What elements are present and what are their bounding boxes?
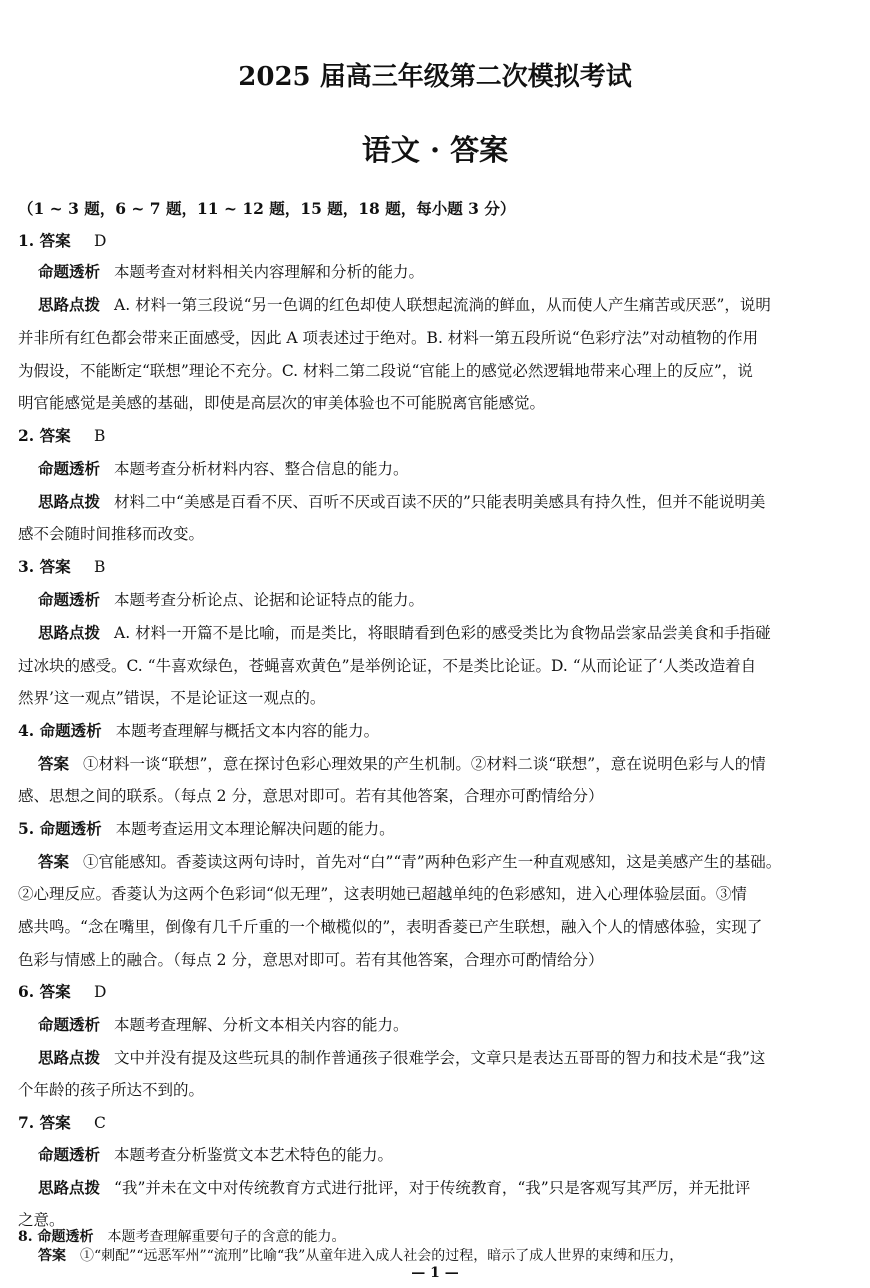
q1-tips-line-2: 并非所有红色都会带来正面感受，因此 A 项表述过于绝对。B. 材料一第五段所说“色彩疗法”对动植物的作用: [18, 329, 759, 347]
q4-answer-line-1: [38, 752, 766, 774]
q5-answer-line-3: 感共鸣。“念在嘴里，倒像有几千斤重的一个橄榄似的”，表明香菱已产生联想，融入个人的情感体验，实现了: [18, 918, 763, 936]
q2-analysis: [38, 457, 409, 479]
q2-tips-line-1: [38, 490, 765, 512]
q3-tips-line-2: 过冰块的感受。C. “牛喜欢绿色，苍蝇喜欢黄色”是举例论证，不是类比论证。D. “从而论证了‘人类改造着自: [18, 657, 757, 675]
q1-tips-label: 思路点拨: [38, 295, 101, 314]
q2-analysis-label: 命题透析: [38, 459, 101, 478]
q2-tips-line-2: 感不会随时间推移而改变。: [18, 525, 205, 543]
q2-number: 2.: [18, 426, 35, 445]
q1-tips-line-1: [38, 293, 771, 315]
q8-answer-label: 答案: [38, 1248, 66, 1264]
q5-answer-line-2: ②心理反应。香菱认为这两个色彩词“似无理”，这表明她已超越单纯的色彩感知，进入心理体验层面。③情: [18, 885, 747, 903]
q2-answer-label: 答案: [39, 426, 71, 445]
q6-tips-line-1: [38, 1046, 765, 1068]
q5-answer-line-1: [38, 850, 781, 872]
q3-analysis-text: 本题考查分析论点、论据和论证特点的能力。: [114, 591, 425, 609]
q8-answer-text-1: ①“刺配”“远恶军州”“流刑”比喻“我”从童年进入成人社会的过程，暗示了成人世界的束缚和压力，: [80, 1248, 684, 1264]
q8-analysis-label: 命题透析: [37, 1229, 94, 1245]
q2-tips-label: 思路点拨: [38, 492, 101, 511]
q6-tips-line-2: 个年龄的孩子所达不到的。: [18, 1081, 205, 1099]
q8-number: 8.: [18, 1229, 33, 1245]
q2-header: [18, 424, 105, 446]
exam-title: 2025 届高三年级第二次模拟考试: [238, 62, 632, 92]
q1-number: 1.: [18, 231, 35, 250]
q1-tips-text-1: A. 材料一第三段说“另一色调的红色却使人联想起流淌的鲜血，从而使人产生痛苦或厌恶”，说明: [114, 296, 771, 314]
q5-answer-label: 答案: [38, 852, 70, 871]
q4-answer-line-2: 感、思想之间的联系。（每点 2 分，意思对即可。若有其他答案，合理亦可酌情给分）: [18, 787, 604, 805]
q5-header: [18, 817, 395, 839]
q4-header: [18, 719, 379, 741]
q8-header: [18, 1226, 346, 1246]
q7-answer-value: C: [94, 1114, 106, 1132]
q4-answer-text-1: ①材料一谈“联想”，意在探讨色彩心理效果的产生机制。②材料二谈“联想”，意在说明色彩与人的情: [83, 755, 766, 773]
q6-number: 6.: [18, 982, 35, 1001]
q8-answer-line-1: [38, 1245, 683, 1265]
q7-tips-label: 思路点拨: [38, 1178, 101, 1197]
q7-tips-line-2: 之意。: [18, 1211, 65, 1229]
q3-tips-line-3: 然界’这一观点”错误，不是论证这一观点的。: [18, 689, 326, 707]
q3-answer-label: 答案: [39, 557, 71, 576]
q3-answer-value: B: [94, 558, 106, 576]
q6-answer-label: 答案: [39, 982, 71, 1001]
page-number: — 1 —: [411, 1265, 459, 1281]
q7-tips-text-1: “我”并未在文中对传统教育方式进行批评，对于传统教育，“我”只是客观写其严厉，并无批评: [114, 1179, 751, 1197]
q7-analysis-label: 命题透析: [38, 1145, 101, 1164]
q3-number: 3.: [18, 557, 35, 576]
q4-answer-label: 答案: [38, 754, 70, 773]
q6-tips-text-1: 文中并没有提及这些玩具的制作普通孩子很难学会，文章只是表达五哥哥的智力和技术是“我”这: [114, 1049, 766, 1067]
q7-number: 7.: [18, 1113, 35, 1132]
q3-tips-text-1: A. 材料一开篇不是比喻，而是类比，将眼睛看到色彩的感受类比为食物品尝家品尝美食和手指碰: [114, 624, 771, 642]
q1-header: [18, 229, 106, 251]
q7-tips-line-1: [38, 1176, 750, 1198]
q3-tips-label: 思路点拨: [38, 623, 101, 642]
q2-analysis-text: 本题考查分析材料内容、整合信息的能力。: [114, 460, 409, 478]
q8-analysis-text: 本题考查理解重要句子的含意的能力。: [107, 1229, 346, 1245]
q2-answer-value: B: [94, 427, 106, 445]
q5-analysis-text: 本题考查运用文本理论解决问题的能力。: [115, 820, 395, 838]
q1-analysis-text: 本题考查对材料相关内容理解和分析的能力。: [114, 263, 425, 281]
q3-header: [18, 555, 105, 577]
q1-tips-line-3: 为假设，不能断定“联想”理论不充分。C. 材料二第二段说“官能上的感觉必然逻辑地带来心理上的反应”，说: [18, 362, 753, 380]
q7-answer-label: 答案: [39, 1113, 71, 1132]
q1-analysis: [38, 260, 424, 282]
q3-analysis: [38, 588, 424, 610]
q4-analysis-text: 本题考查理解与概括文本内容的能力。: [115, 722, 380, 740]
exam-subtitle: 语文 · 答案: [361, 133, 509, 167]
q6-answer-value: D: [94, 983, 107, 1001]
q6-analysis: [38, 1013, 409, 1035]
q5-answer-text-1: ①官能感知。香菱读这两句诗时，首先对“白”“青”两种色彩产生一种直观感知，这是美感产生的基础。: [83, 853, 782, 871]
q3-tips-line-1: [38, 621, 771, 643]
q4-number: 4.: [18, 721, 35, 740]
q6-analysis-label: 命题透析: [38, 1015, 101, 1034]
q1-analysis-label: 命题透析: [38, 262, 101, 281]
q5-number: 5.: [18, 819, 35, 838]
q1-tips-line-4: 明官能感觉是美感的基础，即使是高层次的审美体验也不可能脱离官能感觉。: [18, 394, 546, 412]
q2-tips-text-1: 材料二中“美感是百看不厌、百听不厌或百读不厌的”只能表明美感具有持久性，但并不能说明美: [114, 493, 766, 511]
q7-analysis-text: 本题考查分析鉴赏文本艺术特色的能力。: [114, 1146, 394, 1164]
q5-answer-line-4: 色彩与情感上的融合。（每点 2 分，意思对即可。若有其他答案，合理亦可酌情给分）: [18, 951, 604, 969]
q6-analysis-text: 本题考查理解、分析文本相关内容的能力。: [114, 1016, 409, 1034]
q3-analysis-label: 命题透析: [38, 590, 101, 609]
q7-analysis: [38, 1143, 393, 1165]
q1-answer-value: D: [94, 232, 107, 250]
q6-header: [18, 980, 106, 1002]
q1-answer-label: 答案: [39, 231, 71, 250]
scoring-note: （1 ~ 3 题，6 ~ 7 题，11 ~ 12 题，15 题，18 题，每小题 3 分）: [18, 199, 516, 218]
q7-header: [18, 1111, 106, 1133]
q5-analysis-label: 命题透析: [39, 819, 102, 838]
q4-analysis-label: 命题透析: [39, 721, 102, 740]
q6-tips-label: 思路点拨: [38, 1048, 101, 1067]
